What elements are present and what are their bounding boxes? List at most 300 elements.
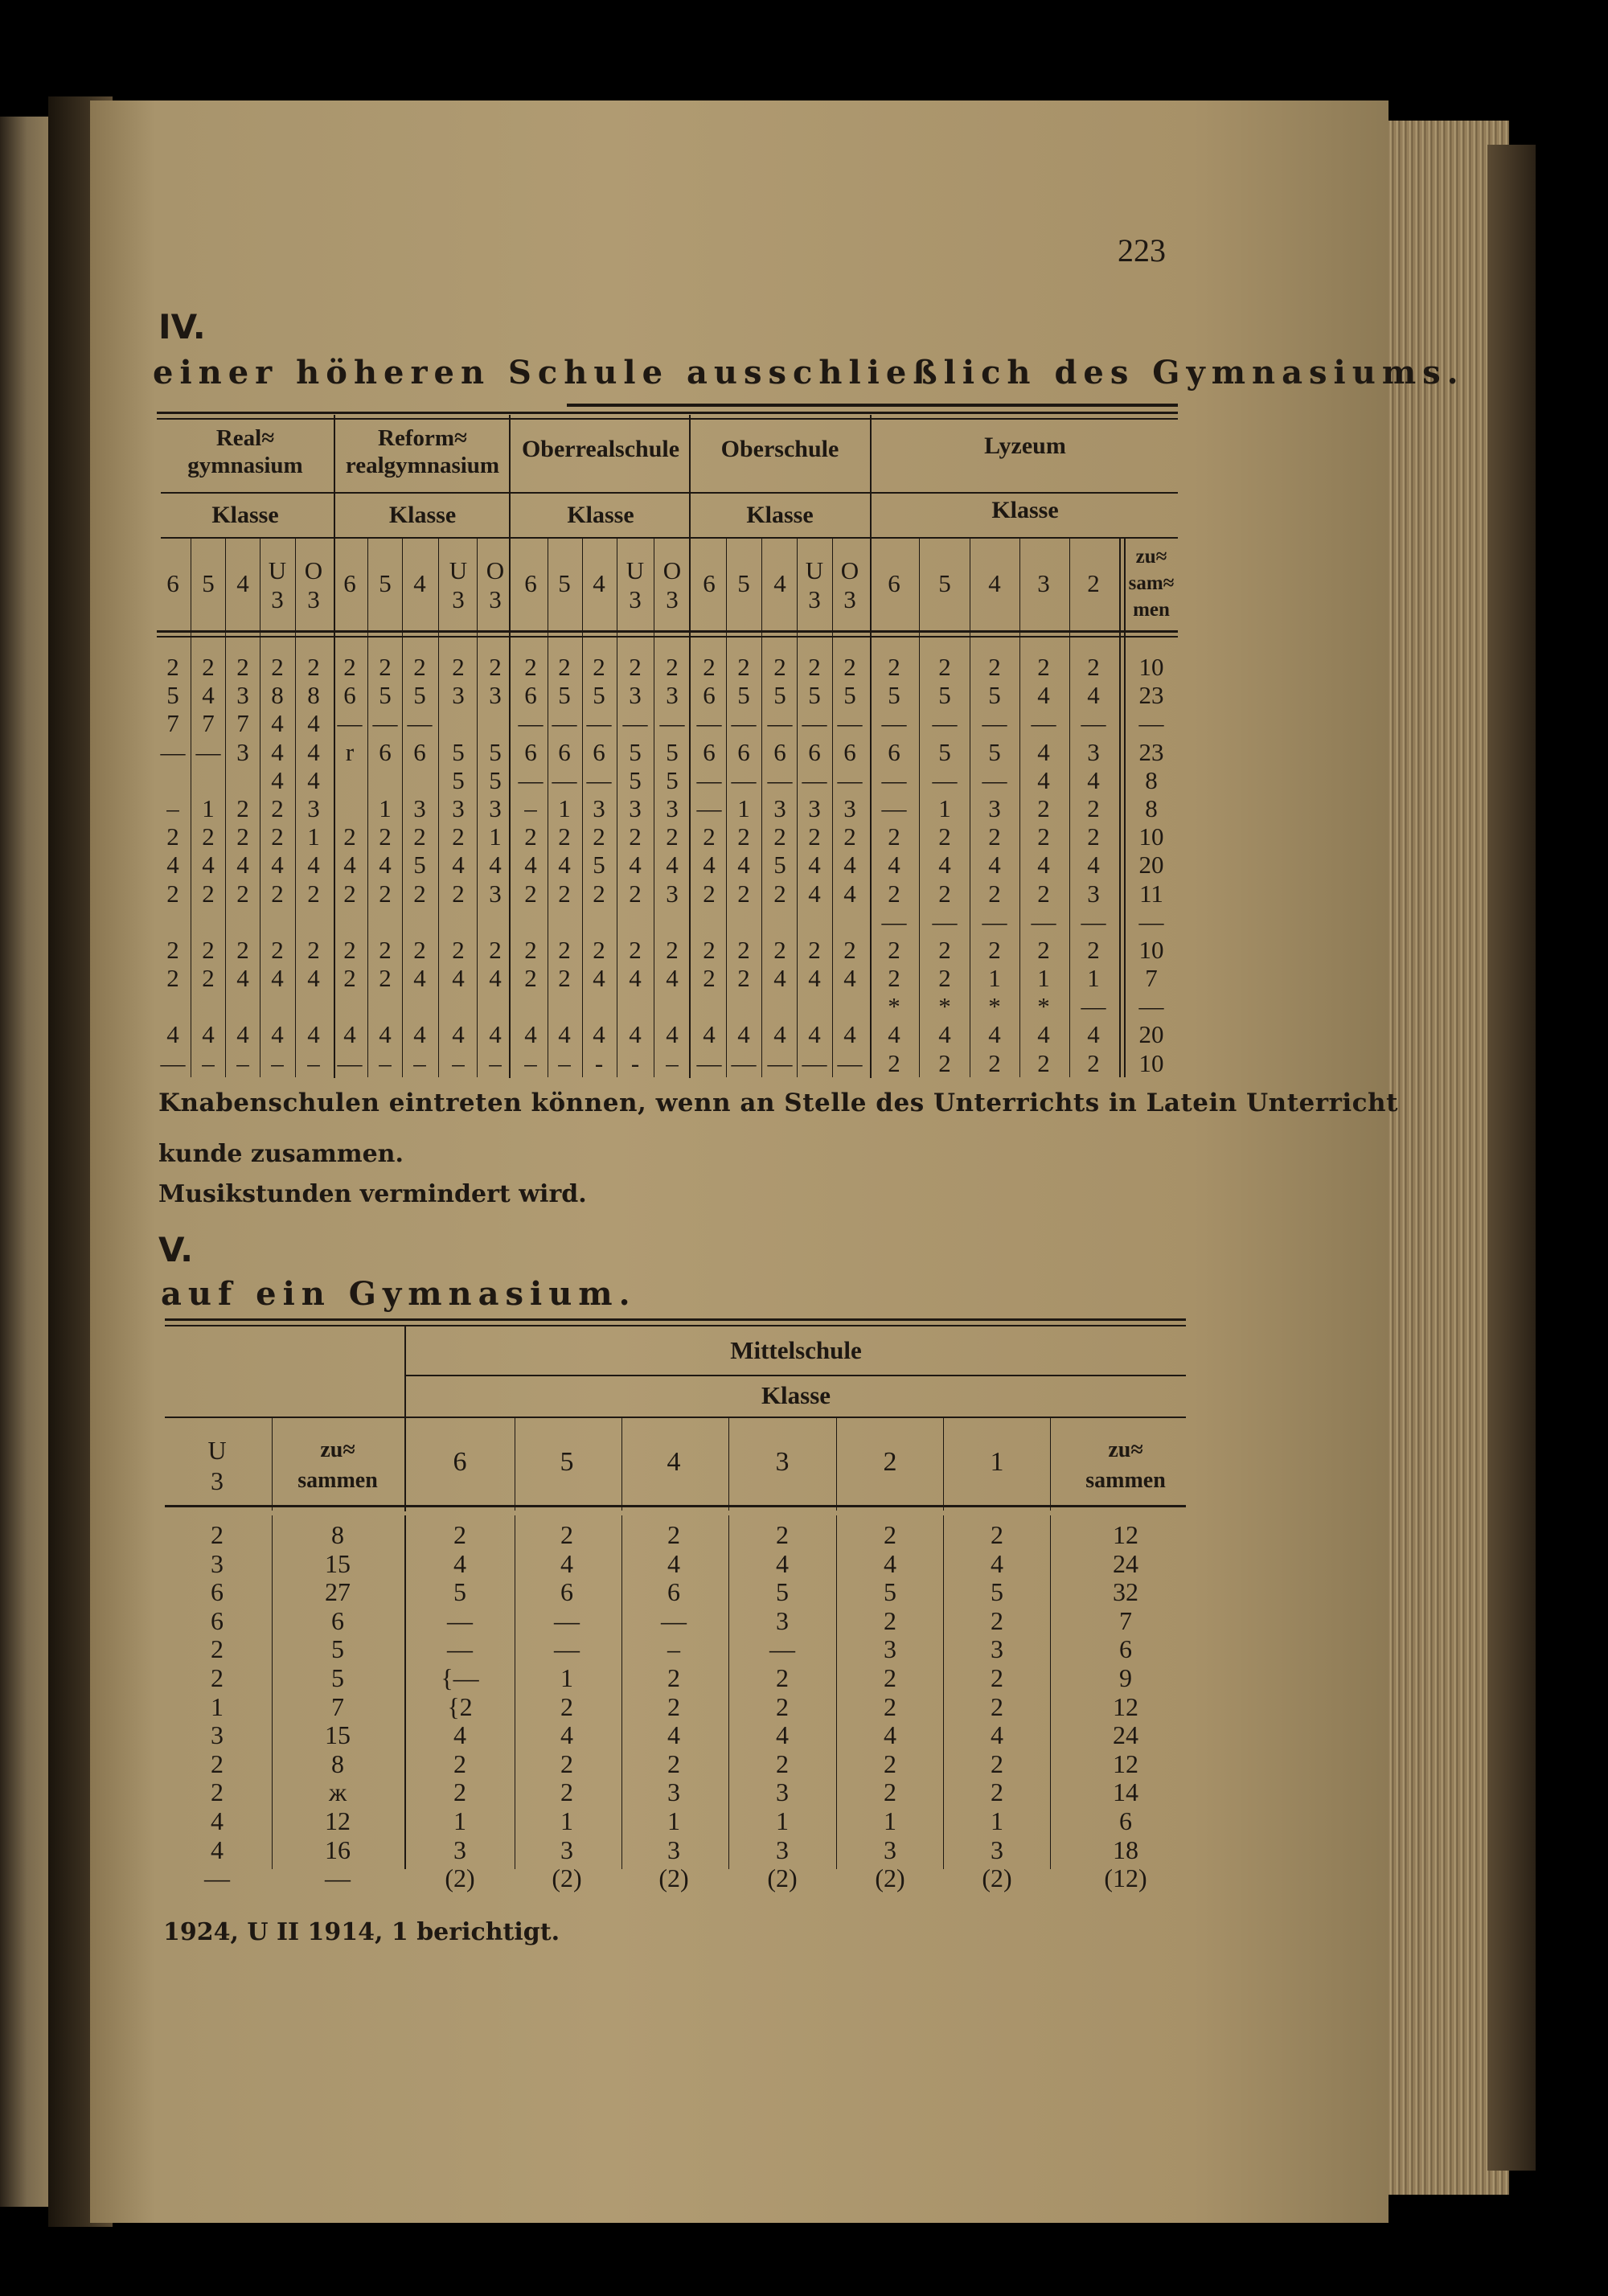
table-cell: 2 [773, 653, 786, 681]
table-cell: — [932, 709, 958, 738]
klasse-label-v: Klasse [761, 1381, 831, 1409]
header-part: 2 [1087, 569, 1100, 597]
table-cell: 2 [703, 964, 716, 993]
table-cell: 4 [629, 1020, 642, 1049]
table-cell: 2 [667, 1691, 680, 1721]
header-part: 4 [773, 569, 786, 597]
table-cell: – [379, 1048, 392, 1077]
table-cell: 2 [453, 1749, 466, 1778]
table-cell: 6 [703, 681, 716, 710]
table-cell: 3 [776, 1835, 789, 1864]
table-cell: – [202, 1048, 215, 1077]
table-cell: — [696, 765, 722, 794]
column-divider [919, 539, 920, 1077]
table-cell: — [696, 793, 722, 822]
header-part: 3 [775, 1447, 790, 1477]
header-part: 4 [413, 569, 426, 597]
table-column [191, 653, 226, 1077]
table-cell: — [586, 709, 612, 738]
table-cell: 2 [524, 822, 537, 851]
table-column [441, 653, 476, 1077]
table-cell: – [307, 1048, 320, 1077]
table-cell: 2 [843, 822, 856, 851]
table-cell: — [881, 907, 907, 936]
table-cell: 4 [489, 851, 502, 879]
table-cell: 2 [988, 653, 1001, 681]
table-cell: {— [441, 1663, 479, 1692]
table-cell: 2 [666, 822, 679, 851]
column-header [866, 569, 922, 598]
table-cell: 3 [667, 1777, 680, 1807]
table-cell: 4 [1037, 1020, 1050, 1049]
column-header [617, 1447, 730, 1478]
column-header [1065, 569, 1122, 598]
column-header [1123, 543, 1179, 623]
table-column [797, 653, 832, 1077]
table-cell: 7 [236, 709, 249, 738]
header-part: U [268, 556, 287, 584]
table-cell: 5 [988, 737, 1001, 766]
table-cell: — [447, 1634, 473, 1664]
table-cell: 6 [413, 737, 426, 766]
table-cell: 4 [703, 1020, 716, 1049]
header-part: 4 [236, 569, 249, 597]
table-cell: — [554, 1605, 580, 1635]
table-cell: 4 [307, 1020, 320, 1049]
table-cell: 2 [560, 1520, 573, 1549]
column-header [917, 569, 973, 598]
table-cell: — [337, 709, 363, 738]
table-cell: 2 [452, 879, 465, 908]
table-column [876, 653, 912, 1077]
table-cell: 2 [667, 1520, 680, 1549]
table-cell: ж [328, 1777, 347, 1807]
table-cell: 2 [452, 822, 465, 851]
table-column [535, 1521, 599, 1893]
table-cell: 4 [843, 879, 856, 908]
table-cell: 5 [166, 681, 179, 710]
table-cell: 4 [271, 737, 284, 766]
table-cell: 6 [703, 737, 716, 766]
table-cell: 2 [988, 822, 1001, 851]
table-cell: 7 [1145, 964, 1158, 993]
table-cell: 6 [524, 681, 537, 710]
table-cell: 5 [666, 765, 679, 794]
table-cell: 2 [202, 653, 215, 681]
table-cell: 4 [452, 1020, 465, 1049]
table-cell: 1 [307, 822, 320, 851]
column-divider [621, 1515, 622, 1869]
table-cell: 2 [884, 1663, 896, 1692]
table-cell: 8 [271, 681, 284, 710]
table-cell: 2 [666, 935, 679, 964]
table-cell: 6 [558, 737, 571, 766]
table-cell: 7 [166, 709, 179, 738]
table-cell: 4 [776, 1548, 789, 1578]
table-cell: 15 [325, 1548, 351, 1578]
table-cell: 5 [776, 1577, 789, 1607]
table-column [306, 1521, 370, 1893]
table-cell: 4 [773, 1020, 786, 1049]
table-cell: 4 [524, 851, 537, 879]
table-cell: — [1138, 907, 1164, 936]
header-part: 3 [1037, 569, 1050, 597]
klasse-label: Klasse [567, 502, 634, 528]
header-part: sam≈ [1128, 572, 1175, 594]
table-cell: 2 [452, 935, 465, 964]
table-column [927, 653, 962, 1077]
table-cell: 7 [202, 709, 215, 738]
table-cell: 4 [413, 964, 426, 993]
column-header [966, 569, 1023, 598]
table-cell: 2 [202, 935, 215, 964]
table-column [1026, 653, 1061, 1077]
table-column [858, 1521, 922, 1893]
table-cell: 4 [808, 879, 821, 908]
header-part: O [304, 556, 323, 584]
column-header [583, 569, 615, 598]
group-divider [870, 415, 872, 1078]
table-cell: 2 [1037, 793, 1050, 822]
table-cell: 4 [629, 964, 642, 993]
table-cell: 4 [888, 851, 900, 879]
column-header [726, 1447, 839, 1478]
table-cell: 4 [202, 851, 215, 879]
table-cell: 4 [808, 851, 821, 879]
table-cell: 2 [524, 653, 537, 681]
table-cell: 4 [776, 1720, 789, 1750]
table-iv-top-rule-2 [157, 418, 1178, 420]
table-cell: 2 [524, 964, 537, 993]
table-cell: 2 [593, 653, 605, 681]
table-cell: 4 [737, 851, 750, 879]
table-cell: — [447, 1605, 473, 1635]
sum-divider [1124, 539, 1126, 1077]
column-header [728, 569, 760, 598]
table-cell: — [552, 709, 577, 738]
table-cell: 6 [773, 737, 786, 766]
table-cell: (2) [875, 1863, 905, 1893]
table-cell: 4 [524, 1020, 537, 1049]
table-cell: 5 [489, 737, 502, 766]
table-column [332, 653, 367, 1077]
header-part: 5 [560, 1447, 574, 1477]
table-cell: 2 [202, 879, 215, 908]
table-cell: 1 [489, 822, 502, 851]
table-cell: 4 [271, 765, 284, 794]
table-column [654, 653, 690, 1077]
column-header [157, 569, 189, 598]
table-cell: 3 [236, 681, 249, 710]
table-cell: 2 [666, 653, 679, 681]
table-column [478, 653, 513, 1077]
table-cell: 2 [1087, 1048, 1100, 1077]
table-cell: 2 [1087, 793, 1100, 822]
table-cell: 24 [1113, 1548, 1138, 1578]
table-cell: 9 [1119, 1663, 1132, 1692]
table-cell: 4 [667, 1720, 680, 1750]
table-cell: – [452, 1048, 465, 1077]
table-cell: 4 [938, 1020, 951, 1049]
table-cell: 5 [593, 681, 605, 710]
footnote-iv-1: Knabenschulen eintreten können, wenn an Stelle des Unterrichts in Latein Unterricht [158, 1089, 1398, 1117]
section-iv-rule-top [567, 404, 1178, 407]
table-cell: 2 [629, 879, 642, 908]
table-cell: 5 [773, 851, 786, 879]
table-cell: 6 [808, 737, 821, 766]
table-cell: 2 [453, 1777, 466, 1807]
table-cell: – [524, 793, 537, 822]
rule [161, 492, 1178, 494]
table-cell: 2 [888, 879, 900, 908]
table-cell: — [696, 709, 722, 738]
table-cell: 4 [452, 964, 465, 993]
table-cell: 4 [211, 1835, 224, 1864]
table-cell: 2 [884, 1605, 896, 1635]
section-iv-subtitle: einer höheren Schule ausschließlich des Gymnasiums. [153, 354, 1465, 392]
table-cell: 12 [1113, 1749, 1138, 1778]
table-cell: 3 [843, 793, 856, 822]
table-cell: — [552, 765, 577, 794]
table-cell: 3 [667, 1835, 680, 1864]
table-cell: — [767, 765, 793, 794]
table-cell: 5 [988, 681, 1001, 710]
table-cell: 8 [331, 1520, 344, 1549]
column-header [515, 569, 547, 598]
table-cell: 2 [413, 653, 426, 681]
table-cell: 4 [413, 1020, 426, 1049]
table-cell: — [622, 709, 648, 738]
table-cell: 4 [236, 964, 249, 993]
table-cell: 2 [343, 964, 356, 993]
table-cell: 4 [843, 1020, 856, 1049]
table-cell: 2 [703, 935, 716, 964]
column-divider [272, 1515, 273, 1869]
column-divider [943, 1418, 944, 1511]
table-cell: 11 [1139, 879, 1163, 908]
header-part: 6 [703, 569, 716, 597]
table-cell: 6 [667, 1577, 680, 1607]
header-part: 5 [379, 569, 392, 597]
table-cell: — [932, 907, 958, 936]
table-cell: — [932, 765, 958, 794]
table-cell: 2 [211, 1520, 224, 1549]
header-part: 3 [489, 585, 502, 613]
table-cell: 3 [629, 681, 642, 710]
group-divider [404, 1326, 406, 1511]
table-cell: 3 [560, 1835, 573, 1864]
table-cell: 2 [236, 935, 249, 964]
table-cell: 2 [776, 1520, 789, 1549]
table-cell: 3 [236, 737, 249, 766]
table-cell: 5 [884, 1577, 896, 1607]
table-cell: — [881, 793, 907, 822]
table-cell: * [988, 992, 1001, 1021]
table-cell: 2 [202, 964, 215, 993]
table-cell: 5 [452, 737, 465, 766]
table-cell: 5 [331, 1634, 344, 1664]
table-cell: 2 [524, 935, 537, 964]
table-cell: 2 [737, 822, 750, 851]
column-header [834, 556, 866, 614]
table-cell: * [938, 992, 951, 1021]
table-cell: 4 [737, 1020, 750, 1049]
table-cell: 3 [489, 681, 502, 710]
header-part: zu≈ [320, 1437, 355, 1462]
table-cell: 2 [737, 935, 750, 964]
rule [165, 1417, 1186, 1418]
column-divider [272, 1418, 273, 1511]
table-cell: 1 [938, 793, 951, 822]
table-cell: (12) [1104, 1863, 1147, 1893]
table-cell: 4 [307, 765, 320, 794]
table-cell: 23 [1138, 681, 1164, 710]
table-cell: 1 [453, 1806, 466, 1835]
table-cell: 14 [1113, 1777, 1138, 1807]
column-divider [621, 1418, 622, 1511]
table-cell: 1 [737, 793, 750, 822]
header-part: sammen [1085, 1468, 1166, 1493]
table-cell: 4 [1037, 765, 1050, 794]
table-cell: 5 [737, 681, 750, 710]
table-cell: 2 [667, 1663, 680, 1692]
table-cell: 2 [558, 935, 571, 964]
column-header [834, 1447, 946, 1478]
table-cell: 2 [202, 822, 215, 851]
table-cell: 4 [884, 1548, 896, 1578]
header-part: 6 [453, 1447, 467, 1477]
table-cell: - [630, 1048, 640, 1077]
column-header [369, 569, 401, 598]
footnote-iv-3: Musikstunden vermindert wird. [158, 1180, 587, 1208]
table-cell: — [837, 709, 863, 738]
table-cell: 4 [1037, 851, 1050, 879]
table-cell: 2 [166, 879, 179, 908]
table-cell: 2 [991, 1663, 1003, 1692]
klasse-label: Klasse [388, 502, 457, 528]
table-cell: 4 [166, 851, 179, 879]
table-column [832, 653, 868, 1077]
table-cell: – [271, 1048, 284, 1077]
column-header [1015, 569, 1072, 598]
group-header-reformrealgymnasium [336, 424, 509, 479]
sum-divider [1119, 539, 1121, 1077]
table-cell: 2 [271, 653, 284, 681]
table-cell: 2 [307, 653, 320, 681]
table-iv-header-rule [157, 630, 1178, 633]
table-cell: 2 [1037, 822, 1050, 851]
table-cell: 4 [271, 851, 284, 879]
table-cell: 6 [1119, 1634, 1132, 1664]
table-cell: 3 [808, 793, 821, 822]
table-column [513, 653, 548, 1077]
table-cell: 2 [236, 822, 249, 851]
group-header-oberrealschule [512, 436, 689, 463]
table-cell: r [345, 737, 355, 766]
table-cell: 2 [884, 1777, 896, 1807]
table-cell: 2 [211, 1749, 224, 1778]
table-cell: 6 [737, 737, 750, 766]
table-cell: 6 [1119, 1806, 1132, 1835]
table-cell: 5 [379, 681, 392, 710]
table-cell: 4 [1037, 681, 1050, 710]
table-cell: 2 [1037, 653, 1050, 681]
table-cell: 2 [938, 1048, 951, 1077]
table-cell: 1 [558, 793, 571, 822]
table-cell: — [982, 907, 1007, 936]
table-cell: 4 [703, 851, 716, 879]
section-v-numeral: V. [158, 1230, 194, 1269]
table-cell: 2 [558, 653, 571, 681]
table-cell: 5 [843, 681, 856, 710]
column-header [442, 556, 474, 614]
table-cell: 5 [629, 765, 642, 794]
table-cell: 4 [211, 1806, 224, 1835]
table-cell: 3 [991, 1634, 1003, 1664]
header-part: 4 [667, 1447, 681, 1477]
table-cell: — [982, 709, 1007, 738]
table-cell: 12 [1113, 1691, 1138, 1721]
column-header [941, 1447, 1053, 1478]
table-cell: 3 [211, 1720, 224, 1750]
table-cell: 3 [776, 1605, 789, 1635]
table-v-top-rule-2 [165, 1325, 1186, 1326]
table-cell: 3 [776, 1777, 789, 1807]
table-cell: — [1031, 907, 1056, 936]
column-divider [1069, 539, 1070, 1077]
table-cell: 4 [307, 851, 320, 879]
table-cell: 2 [211, 1777, 224, 1807]
column-divider [728, 1515, 729, 1869]
table-cell: 3 [666, 681, 679, 710]
table-column [260, 653, 295, 1077]
column-divider [836, 1418, 837, 1511]
header-part: 3 [211, 1466, 224, 1495]
table-cell: 2 [776, 1749, 789, 1778]
table-cell: 8 [1145, 765, 1158, 794]
table-cell: – [666, 1048, 679, 1077]
table-cell: — [881, 709, 907, 738]
table-cell: 2 [667, 1749, 680, 1778]
table-cell: 1 [776, 1806, 789, 1835]
table-cell: 4 [666, 964, 679, 993]
group-label: Reform≈ realgymnasium [345, 425, 500, 478]
header-part: O [662, 556, 682, 584]
table-cell: 2 [629, 653, 642, 681]
table-cell: — [767, 709, 793, 738]
table-cell: 5 [773, 681, 786, 710]
table-cell: 4 [808, 964, 821, 993]
table-cell: 1 [1037, 964, 1050, 993]
table-cell: * [1037, 992, 1050, 1021]
table-cell: 5 [452, 765, 465, 794]
table-cell: 5 [489, 765, 502, 794]
table-cell: 2 [808, 653, 821, 681]
table-cell: — [982, 765, 1007, 794]
header-part: sammen [297, 1468, 378, 1493]
table-cell: – [558, 1048, 571, 1077]
header-part: 6 [343, 569, 356, 597]
table-cell: 2 [988, 1048, 1001, 1077]
table-cell: 4 [988, 851, 1001, 879]
table-cell: 2 [938, 879, 951, 908]
table-cell: 4 [271, 964, 284, 993]
table-cell: 4 [1087, 1020, 1100, 1049]
table-cell: 2 [307, 879, 320, 908]
table-cell: 4 [236, 1020, 249, 1049]
table-cell: 8 [331, 1749, 344, 1778]
column-header [261, 556, 293, 614]
